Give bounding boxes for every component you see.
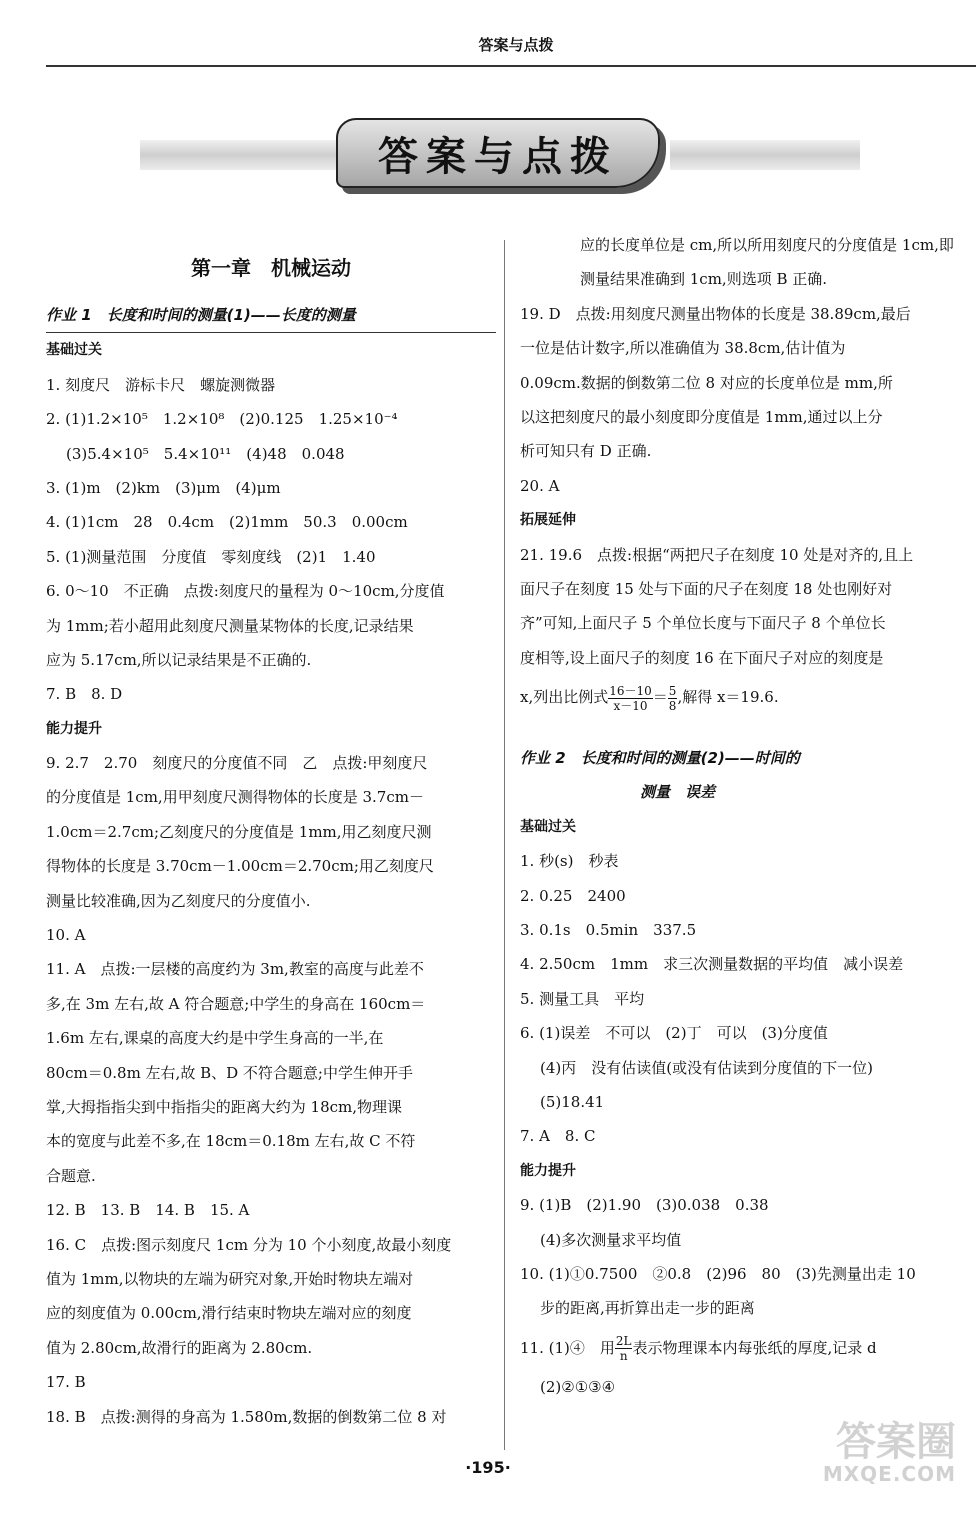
answer-line: 步的距离,再折算出走一步的距离 bbox=[540, 1299, 755, 1318]
answer-line: (4)多次测量求平均值 bbox=[540, 1230, 682, 1249]
fraction bbox=[608, 684, 653, 713]
answer-line: 1. 秒(s) 秒表 bbox=[520, 852, 619, 871]
answer-line: 17. B bbox=[46, 1373, 86, 1392]
answer-line: 本的宽度与此差不多,在 18cm＝0.18m 左右,故 C 不符 bbox=[46, 1132, 416, 1151]
answer-text: 表示物理课本内每张纸的厚度,记录 d bbox=[632, 1338, 877, 1357]
fraction-denominator: n bbox=[619, 1349, 628, 1364]
answer-line: 5. (1)测量范围 分度值 零刻度线 (2)1 1.40 bbox=[46, 547, 376, 566]
answer-line: 80cm＝0.8m 左右,故 B、D 不符合题意;中学生伸开手 bbox=[46, 1063, 413, 1082]
answer-line: 10. A bbox=[46, 926, 86, 945]
answer-line: 值为 2.80cm,故滑行的距离为 2.80cm. bbox=[46, 1338, 313, 1357]
section-heading: 能力提升 bbox=[520, 1162, 576, 1179]
answer-line: 16. C 点拨:图示刻度尺 1cm 分为 10 个小刻度,故最小刻度 bbox=[46, 1235, 452, 1254]
answer-line: 9. 2.7 2.70 刻度尺的分度值不同 乙 点拨:甲刻度尺 bbox=[46, 754, 428, 773]
answer-line: (4)丙 没有估读值(或没有估读到分度值的下一位) bbox=[540, 1058, 873, 1077]
fraction bbox=[668, 684, 678, 713]
answer-line-with-fraction bbox=[520, 1326, 970, 1370]
equals-sign: ＝ bbox=[652, 688, 668, 707]
answer-line: 1. 刻度尺 游标卡尺 螺旋测微器 bbox=[46, 375, 276, 394]
equation-result: ,解得 x＝19.6. bbox=[677, 688, 779, 707]
answer-line: (2)②①③④ bbox=[540, 1377, 616, 1396]
answer-line: 为 1mm;若小超用此刻度尺测量某物体的长度,记录结果 bbox=[46, 616, 414, 635]
answer-line: 合题意. bbox=[46, 1166, 96, 1185]
answer-line: 4. (1)1cm 28 0.4cm (2)1mm 50.3 0.00cm bbox=[46, 513, 408, 532]
watermark-url: MXQE.COM bbox=[822, 1462, 956, 1486]
answer-line: 0.09cm.数据的倒数第二位 8 对应的长度单位是 mm,所 bbox=[520, 373, 893, 392]
answer-text: 11. (1)④ 用 bbox=[520, 1338, 615, 1357]
answer-line: 3. 0.1s 0.5min 337.5 bbox=[520, 921, 697, 940]
page-number: ·195· bbox=[465, 1458, 511, 1477]
answer-line: 5. 测量工具 平均 bbox=[520, 989, 645, 1008]
answer-line: 齐”可知,上面尺子 5 个单位长度与下面尺子 8 个单位长 bbox=[520, 614, 886, 633]
answer-line: 7. A 8. C bbox=[520, 1127, 596, 1146]
running-header: 答案与点拨 bbox=[478, 36, 554, 54]
answer-line: 得物体的长度是 3.70cm－1.00cm＝2.70cm;用乙刻度尺 bbox=[46, 857, 434, 876]
section-heading: 能力提升 bbox=[46, 720, 102, 737]
answer-line: 20. A bbox=[520, 476, 560, 495]
spacer bbox=[520, 719, 970, 741]
section-heading: 拓展延伸 bbox=[520, 512, 576, 529]
watermark-text: 答案圈 bbox=[836, 1419, 956, 1465]
fraction-denominator: 8 bbox=[668, 698, 677, 713]
column-divider bbox=[504, 240, 505, 1450]
chapter-title: 第一章 机械运动 bbox=[191, 256, 351, 280]
answer-line: 测量比较准确,因为乙刻度尺的分度值小. bbox=[46, 891, 311, 910]
homework-1-title: 作业 1 长度和时间的测量(1)——长度的测量 bbox=[46, 298, 496, 333]
equation-text: x,列出比例式 bbox=[520, 688, 609, 707]
homework-2-title: 作业 2 长度和时间的测量(2)——时间的 bbox=[520, 749, 800, 768]
answer-line: 的分度值是 1cm,用甲刻度尺测得物体的长度是 3.7cm－ bbox=[46, 788, 424, 807]
left-column bbox=[46, 228, 496, 1434]
answer-line: 21. 19.6 点拨:根据“两把尺子在刻度 10 处是对齐的,且上 bbox=[520, 545, 914, 564]
fraction bbox=[615, 1334, 633, 1363]
answer-line: 10. (1)①0.7500 ②0.8 (2)96 80 (3)先测量出走 10 bbox=[520, 1264, 916, 1283]
banner-strip-right bbox=[670, 140, 860, 170]
answer-line: 以这把刻度尺的最小刻度即分度值是 1mm,通过以上分 bbox=[520, 407, 883, 426]
homework-2-title-cont: 测量 误差 bbox=[640, 783, 716, 802]
fraction-numerator: 2L bbox=[615, 1334, 632, 1349]
answer-line: 面尺子在刻度 15 处与下面的尺子在刻度 18 处也刚好对 bbox=[520, 579, 893, 598]
answer-line: 7. B 8. D bbox=[46, 685, 123, 704]
fraction-numerator: 16－10 bbox=[609, 683, 652, 698]
answer-line: (3)5.4×10⁵ 5.4×10¹¹ (4)48 0.048 bbox=[66, 444, 345, 463]
fraction-numerator: 5 bbox=[668, 683, 677, 698]
watermark-logo bbox=[796, 1410, 956, 1490]
answer-line: (5)18.41 bbox=[540, 1092, 605, 1111]
header-rule bbox=[46, 65, 976, 67]
title-banner bbox=[140, 118, 860, 198]
answer-line: 6. (1)误差 不可以 (2)丁 可以 (3)分度值 bbox=[520, 1024, 828, 1043]
answer-line: 2. (1)1.2×10⁵ 1.2×10⁸ (2)0.125 1.25×10⁻⁴ bbox=[46, 410, 398, 429]
answer-line: 19. D 点拨:用刻度尺测量出物体的长度是 38.89cm,最后 bbox=[520, 304, 911, 323]
banner-title: 答案与点拨 bbox=[378, 133, 618, 180]
answer-line: 4. 2.50cm 1mm 求三次测量数据的平均值 减小误差 bbox=[520, 955, 904, 974]
answer-line: 掌,大拇指指尖到中指指尖的距离大约为 18cm,物理课 bbox=[46, 1097, 403, 1116]
answer-line: 一位是估计数字,所以准确值为 38.8cm,估计值为 bbox=[520, 339, 846, 358]
fraction-denominator: x－10 bbox=[613, 698, 648, 713]
banner-strip-left bbox=[140, 140, 336, 170]
answer-line: 2. 0.25 2400 bbox=[520, 886, 626, 905]
answer-line: 测量结果准确到 1cm,则选项 B 正确. bbox=[580, 270, 828, 289]
answer-line: 应的长度单位是 cm,所以所用刻度尺的分度值是 1cm,即 bbox=[580, 236, 954, 254]
answer-line: 应为 5.17cm,所以记录结果是不正确的. bbox=[46, 650, 312, 669]
section-heading: 基础过关 bbox=[46, 342, 102, 359]
answer-line: 度相等,设上面尺子的刻度 16 在下面尺子对应的刻度是 bbox=[520, 648, 884, 667]
answer-line: 11. A 点拨:一层楼的高度约为 3m,教室的高度与此差不 bbox=[46, 960, 424, 979]
answer-line: 1.6m 左右,课桌的高度大约是中学生身高的一半,在 bbox=[46, 1029, 384, 1048]
answer-line: 值为 1mm,以物块的左端为研究对象,开始时物块左端对 bbox=[46, 1269, 414, 1288]
answer-line: 多,在 3m 左右,故 A 符合题意;中学生的身高在 160cm＝ bbox=[46, 994, 426, 1013]
answer-line: 9. (1)B (2)1.90 (3)0.038 0.38 bbox=[520, 1196, 769, 1215]
answer-line: 12. B 13. B 14. B 15. A bbox=[46, 1201, 250, 1220]
answer-line: 3. (1)m (2)km (3)μm (4)μm bbox=[46, 478, 281, 497]
equation-line bbox=[520, 675, 970, 719]
answer-line: 析可知只有 D 正确. bbox=[520, 442, 652, 461]
banner-box bbox=[336, 118, 660, 188]
answer-line: 1.0cm＝2.7cm;乙刻度尺的分度值是 1mm,用乙刻度尺测 bbox=[46, 822, 432, 841]
right-column bbox=[520, 228, 970, 1404]
answer-line: 18. B 点拨:测得的身高为 1.580m,数据的倒数第二位 8 对 bbox=[46, 1407, 447, 1426]
section-heading: 基础过关 bbox=[520, 818, 576, 835]
answer-line: 应的刻度值为 0.00cm,滑行结束时物块左端对应的刻度 bbox=[46, 1304, 412, 1323]
answer-line: 6. 0～10 不正确 点拨:刻度尺的量程为 0～10cm,分度值 bbox=[46, 582, 445, 601]
